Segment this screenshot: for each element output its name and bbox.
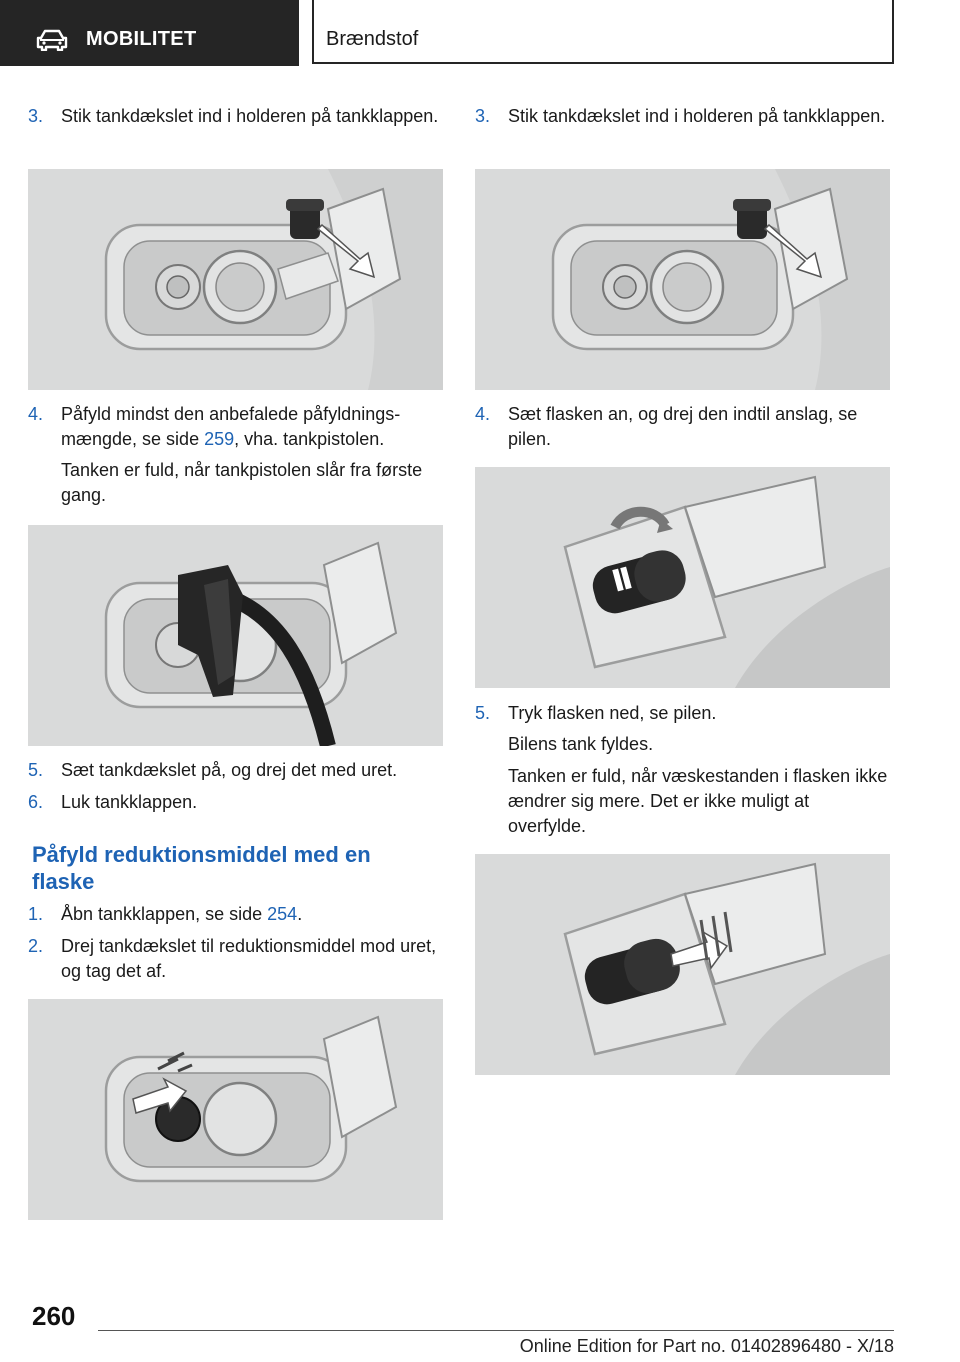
step-text: Sæt tankdækslet på, og drej det med uret.	[61, 760, 398, 780]
step-5-note-2: Tanken er fuld, når væskestanden i flasken ikke ændrer sig mere. Det er ikke muligt at overfylde.	[508, 766, 888, 836]
section-header	[0, 0, 299, 66]
chapter-tab	[312, 0, 894, 64]
step-number: 3.	[475, 106, 491, 126]
figure-fuel-nozzle	[28, 525, 443, 746]
section-label: MOBILITET	[86, 28, 197, 50]
figure-bottle-attach	[475, 467, 890, 688]
step-text-part: Påfyld mindst den anbefalede påfyldningsmængde, se side	[61, 404, 401, 449]
left-step-1	[28, 902, 443, 927]
step-text: Stik tankdækslet ind i holderen på tankklappen.	[61, 106, 439, 126]
left-step-5	[28, 758, 443, 783]
step-number: 5.	[475, 703, 491, 723]
step-text: Drej tankdækslet til reduktionsmiddel mod uret, og tag det af.	[61, 936, 437, 981]
step-text-part: Åbn tankklappen, se side	[61, 904, 268, 924]
right-step-4	[475, 402, 890, 452]
step-text-part: .	[297, 904, 303, 924]
step-text	[61, 402, 443, 452]
right-step-3	[475, 104, 890, 129]
figure-cap-in-holder-2	[475, 169, 890, 390]
step-4-note: Tanken er fuld, når tankpistolen slår fra første gang.	[61, 460, 423, 505]
step-number: 4.	[28, 404, 44, 424]
step-text: Luk tankklappen.	[61, 792, 198, 812]
step-text: Tryk flasken ned, se pilen.	[508, 703, 717, 723]
step-number: 3.	[28, 106, 44, 126]
chapter-title: Brændstof	[326, 28, 419, 50]
step-text-part: , vha. tankpistolen.	[234, 429, 385, 449]
step-text: Stik tankdækslet ind i holderen på tankklappen.	[508, 106, 886, 126]
left-step-4	[28, 402, 443, 452]
left-step-2	[28, 934, 443, 984]
step-text: Sæt flasken an, og drej den indtil anslag, se pilen.	[508, 404, 858, 449]
left-step-6	[28, 790, 443, 815]
figure-bottle-press	[475, 854, 890, 1075]
page-link-254[interactable]: 254	[267, 904, 298, 924]
figure-cap-in-holder	[28, 169, 443, 390]
step-5-note-1: Bilens tank fyldes.	[508, 734, 654, 754]
step-number: 6.	[28, 792, 44, 812]
right-step-5	[475, 701, 890, 726]
step-number: 4.	[475, 404, 491, 424]
footer-divider	[98, 1330, 894, 1331]
figure-remove-cap	[28, 999, 443, 1220]
section-heading: Påfyld reduktionsmiddel med en flaske	[32, 842, 371, 894]
step-number: 1.	[28, 904, 44, 924]
step-number: 2.	[28, 936, 44, 956]
step-number: 5.	[28, 760, 44, 780]
step-text	[61, 902, 443, 927]
page-number: 260	[32, 1301, 76, 1331]
footer-edition: Online Edition for Part no. 01402896480 - X/18	[519, 1336, 894, 1356]
page-link-259[interactable]: 259	[204, 429, 235, 449]
car-icon	[36, 29, 68, 51]
left-step-3	[28, 104, 443, 129]
